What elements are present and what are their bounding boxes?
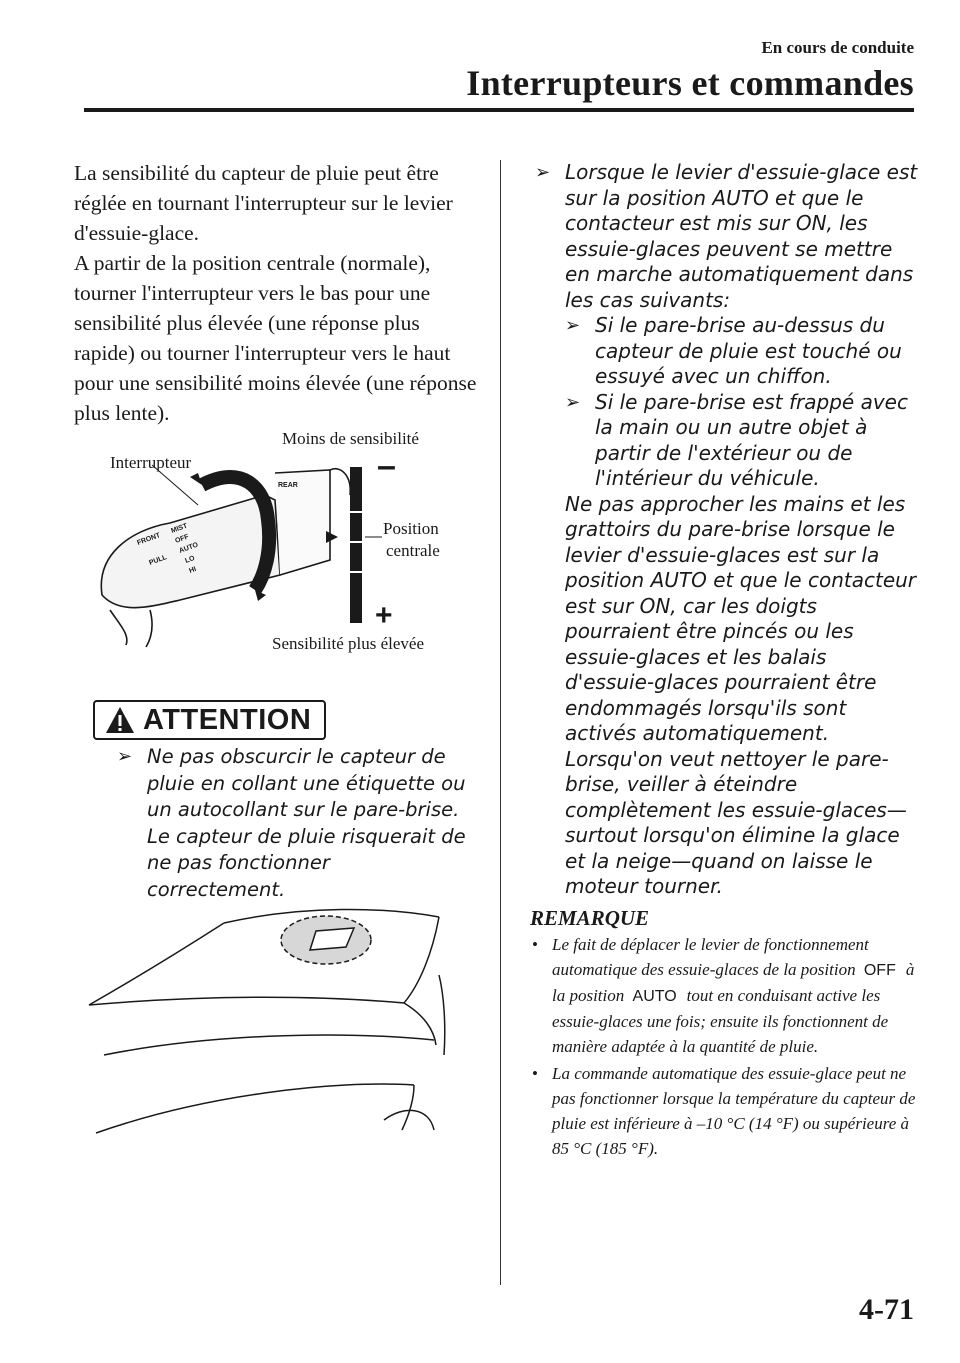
remarque-title: REMARQUE [530,906,650,930]
note1-part2: à la position [552,960,915,1005]
attention-item [117,744,472,903]
sub-item-list [565,313,920,492]
lever-text-lo: LO [184,554,196,565]
lever-text-front: FRONT [136,532,162,547]
label-plus-sensibilite: Sensibilité plus élevée [272,634,425,653]
bullet-dot-icon: • [532,935,538,954]
column-divider [500,160,501,1285]
label-centrale: centrale [386,541,440,560]
attention-item-text: Ne pas obscurcir le capteur de pluie en collant une étiquette ou un autocollant sur le pare-brise. Le capteur de pluie risquerait de ne pas fonctionner correctement. [147,745,466,901]
warning-triangle-icon [105,706,135,734]
intro-paragraph-1: La sensibilité du capteur de pluie peut être réglée en tournant l'interrupteur sur le levier d'essuie-glace. [74,161,453,245]
remarque-note-2 [530,1061,920,1161]
windshield-figure [84,895,464,1155]
note1-keyword-auto: AUTO [632,988,677,1005]
arrow-bullet-icon: ➢ [117,746,133,767]
windshield-illustration [84,895,464,1155]
note1-keyword-off: OFF [863,962,896,979]
sub-item [565,313,920,390]
warning-text-1: Ne pas approcher les mains et les grattoirs du pare-brise lorsque le levier d'essuie-glaces est sur la position AUTO et que le contacteur est sur ON, car les doigts pourraient être pincés ou les essuie-glaces et les balais d'essuie-glaces pourraient être endommagés lorsqu'ils sont activés automatiquement. [565,491,917,745]
label-interrupteur: Interrupteur [110,453,192,472]
scale-plus-sign: + [375,599,393,632]
arrow-bullet-icon: ➢ [535,162,551,183]
intro-paragraph-2: A partir de la position centrale (normale), tourner l'interrupteur vers le bas pour une sensibilité plus élevée (une réponse plus rapide) ou tourner l'interrupteur vers le haut pour une sensibilité moins élevée (une réponse plus lente). [74,251,477,425]
sub-item [565,390,920,492]
lever-text-hi: HI [188,565,198,575]
warning-item [535,160,920,900]
arrow-bullet-icon: ➢ [565,391,581,413]
sub-item-text-2: Si le pare-brise est frappé avec la main ou un autre objet à partir de l'extérieur ou de l'intérieur du véhicule. [595,389,908,490]
intro-text [74,158,479,428]
attention-box [93,700,326,740]
warning-intro-text: Lorsque le levier d'essuie-glace est sur la position AUTO et que le contacteur est mis sur ON, les essuie-glaces peuvent se mettre en marche automatiquement dans les cas suivants: [565,160,918,312]
header-rule [84,108,914,112]
header-section: En cours de conduite [761,38,914,57]
note1-part1: Le fait de déplacer le levier de fonctionnement automatique des essuie-glaces de la position [552,935,869,979]
label-moins-sensibilite: Moins de sensibilité [282,429,419,448]
lever-text-pull: PULL [148,554,168,567]
lever-text-off: OFF [174,533,190,545]
lever-text-auto: AUTO [178,541,200,555]
label-position: Position [383,519,439,538]
sub-item-text-1: Si le pare-brise au-dessus du capteur de pluie est touché ou essuyé avec un chiffon. [595,313,902,388]
scale-minus-sign: – [377,447,396,485]
header-title: Interrupteurs et commandes [466,63,914,103]
remarque-note-1 [530,932,920,1059]
attention-list [117,744,472,903]
attention-title: ATTENTION [143,703,312,736]
note2-text: La commande automatique des essuie-glace peut ne pas fonctionner lorsque la température du capteur de pluie est inférieure à –10 °C (14 °F) ou supérieure à 85 °C (185 °F). [552,1064,916,1158]
sensitivity-figure [90,425,470,665]
bullet-dot-icon: • [532,1064,538,1083]
page-number: 4-71 [859,1293,914,1326]
arrow-bullet-icon: ➢ [565,315,581,336]
remarque-notes [530,932,920,1163]
note1-part3: tout en conduisant active les essuie-glaces une fois; ensuite ils fonctionnent de manière adaptée à la quantité de pluie. [552,986,889,1056]
lever-text-mist: MIST [170,522,189,535]
lever-text-rear: REAR [278,482,298,489]
right-column [535,160,920,900]
warning-text-2: Lorsqu'on veut nettoyer le pare-brise, veiller à éteindre complètement les essuie-glaces—surtout lorsqu'on élimine la glace et la neige—quand on laisse le moteur tourner. [565,746,907,898]
